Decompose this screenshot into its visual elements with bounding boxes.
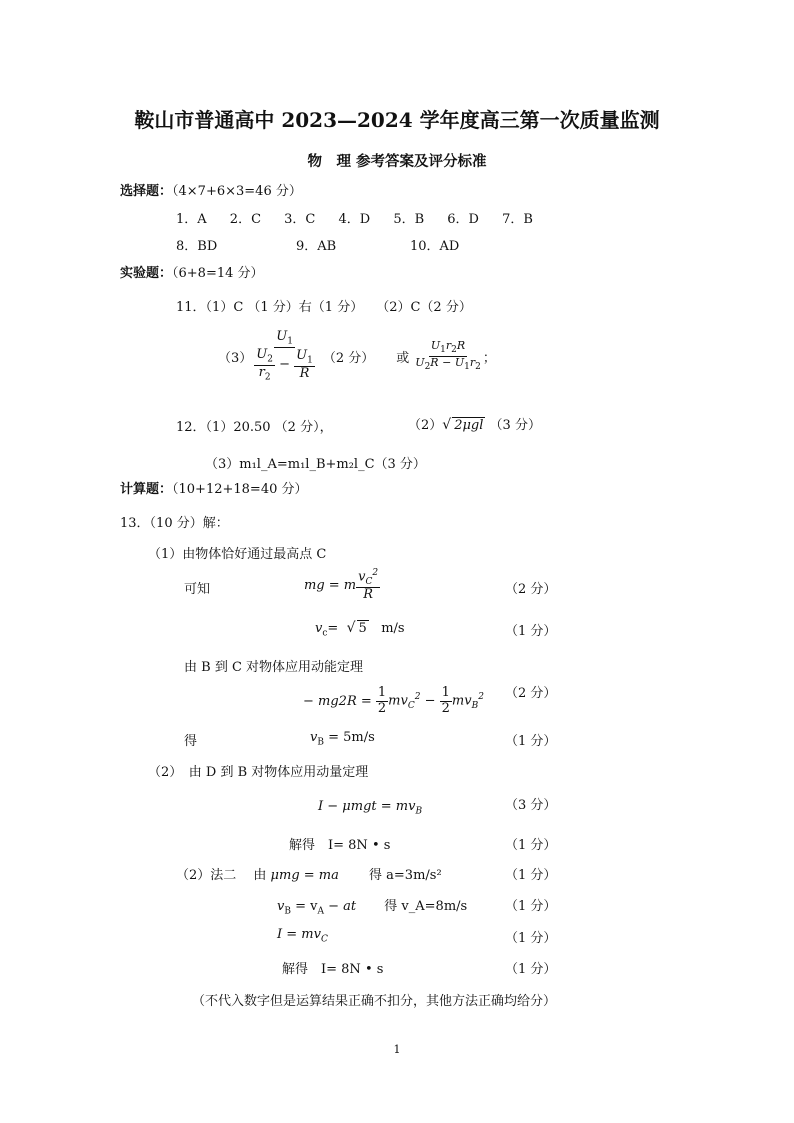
q11-3-score: （2 分） <box>322 350 375 366</box>
equation-9: $I = mv_C$ <box>277 927 328 945</box>
choice-answer-10: 10．AD <box>410 239 460 254</box>
equation-1: mg = m $\frac{v_C^2}{R}$ <box>304 568 379 603</box>
eq7-score: （1 分） <box>505 868 557 883</box>
eq10-score: （1 分） <box>505 962 557 977</box>
kezhi-label: 可知 <box>184 582 211 597</box>
grading-note: （不代入数字但是运算结果正确不扣分，其他方法正确均给分） <box>192 994 557 1009</box>
page-subtitle: 物 理 参考答案及评分标准 <box>307 153 487 170</box>
choice-answer-8: 8．BD <box>176 239 218 254</box>
choice-answer-9: 9．AB <box>296 239 337 254</box>
method2-line: （2）法二 由 μmg = ma 得 a=3m/s² <box>176 868 442 883</box>
equation-4: $v_B = 5m/s$ <box>310 730 375 748</box>
result-2: 解得 I= 8N • s <box>282 962 384 977</box>
choice-answers-row1: 1．A 2．C 3．C 4．D 5．B 6．D 7．B <box>176 212 533 227</box>
q11-3-end: ； <box>482 350 496 366</box>
eq9-score: （1 分） <box>505 931 557 946</box>
calc-heading: 计算题： <box>120 482 173 497</box>
q12-part1: 12．（1）20.50 （2 分）， <box>176 420 333 435</box>
q12-2-radicand: 2μgl <box>454 418 484 433</box>
q12-part3: （3）m₁l_A=m₁l_B+m₂l_C（3 分） <box>205 457 426 472</box>
b-to-c-intro: 由 B 到 C 对物体应用动能定理 <box>184 660 364 675</box>
equation-5: $I - \mu mgt = mv_B$ <box>318 799 423 817</box>
q11-part3 <box>218 330 496 383</box>
method2-equation: μmg = ma <box>270 868 339 883</box>
q11-3-formula: $U_1$ $\frac{U_2}{r_2}$ − $\frac{U_1}{R}$ <box>256 329 313 383</box>
page-number: 1 <box>393 1043 401 1056</box>
choice-scoring: （4×7+6×3=46 分） <box>172 184 302 199</box>
equation-3: − mg2R = $\frac{1}{2}$ $mv_C^2$ − $\frac{1}{2}$ $mv_B^2$ <box>303 685 484 716</box>
q11-3-alt-formula: $\frac{U_1r_2R}{U_2R - U_1r_2}$ <box>415 339 481 373</box>
q13-part2-intro: （2） 由 D 到 B 对物体应用动量定理 <box>148 765 369 780</box>
q11-line1: 11．（1）C （1 分）右（1 分） （2）C（2 分） <box>176 300 472 315</box>
eq5-score: （3 分） <box>505 798 557 813</box>
choice-section-heading <box>120 180 302 199</box>
result-1: 解得 I= 8N • s <box>289 838 391 853</box>
method2-result: 得 a=3m/s² <box>369 868 442 883</box>
q12-part2: （2）√ 2μgl （3 分） <box>408 417 541 433</box>
eq8-score: （1 分） <box>505 899 557 914</box>
q11-3-label: （3） <box>218 350 253 366</box>
equation-8: $v_B = v_A$ − at 得 v_A=8m/s <box>277 899 468 917</box>
equation-2: $v_c=$ √ 5 m/s <box>315 620 405 639</box>
eq2-score: （1 分） <box>505 624 557 639</box>
experiment-heading: 实验题： <box>120 266 173 281</box>
choice-heading: 选择题： <box>120 184 173 199</box>
eq1-score: （2 分） <box>505 582 557 597</box>
eq6-score: （1 分） <box>505 838 557 853</box>
q13-header: 13．（10 分）解： <box>120 516 229 531</box>
experiment-section-heading <box>120 262 264 281</box>
q11-3-or: 或 <box>396 350 410 366</box>
calc-scoring: （10+12+18=40 分） <box>172 482 308 497</box>
eq3-score: （2 分） <box>505 686 557 701</box>
experiment-scoring: （6+8=14 分） <box>172 266 264 281</box>
page-title: 鞍山市普通高中 2023—2024 学年度高三第一次质量监测 <box>134 108 660 132</box>
eq4-score: （1 分） <box>505 734 557 749</box>
calc-section-heading <box>120 478 308 497</box>
q12-2-score: （3 分） <box>489 418 541 433</box>
de-label: 得 <box>184 734 198 749</box>
q13-part1-intro: （1）由物体恰好通过最高点 C <box>148 547 327 562</box>
